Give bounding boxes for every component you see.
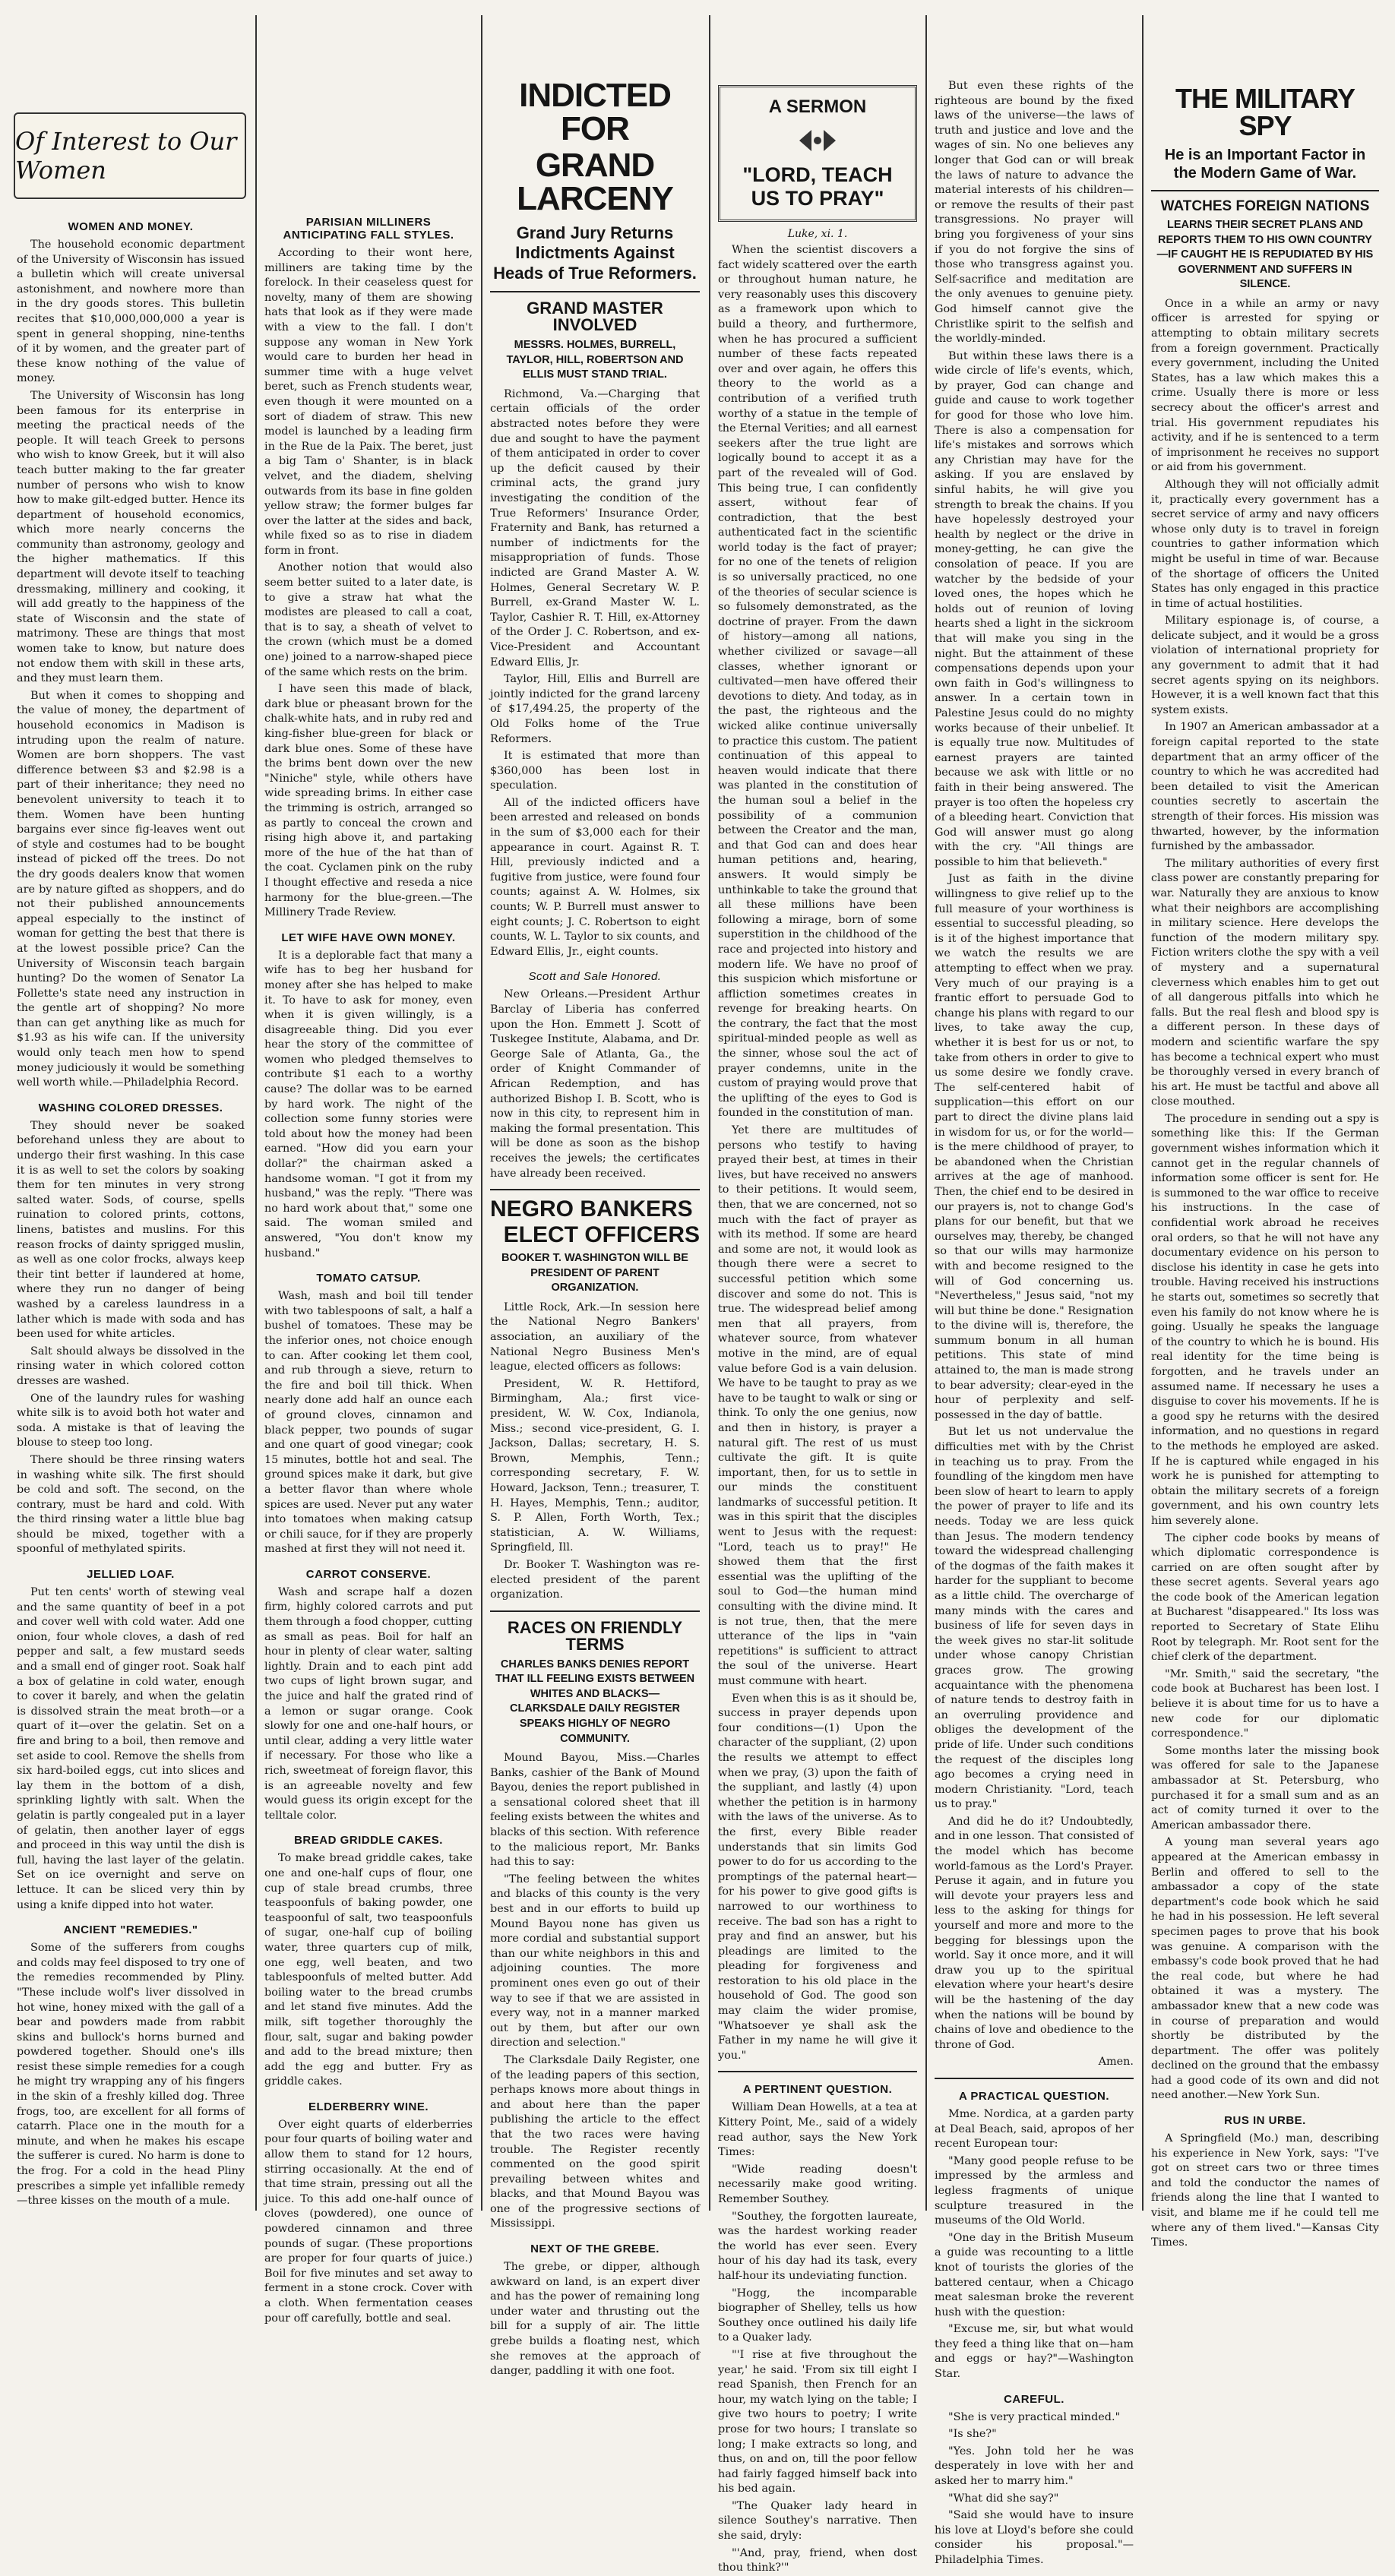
column-rule xyxy=(1142,15,1144,2211)
paragraph: The military authorities of every first class power are constantly preparing for war. Naturally they are anxious to know what their neighbors are accomplishing in military science. Here develops the function of the modern military spy. Fiction writers clothe the spy with a veil of mystery and a supernatural cleverness which enables him to get out of all dangerous pitfalls into which he falls. But the real flesh and blood spy is a different person. In these days of modern and scientific warfare the spy has become a technical expert who must be thoroughly versed in every branch of his art. He must be tactful and above all close mouthed. xyxy=(1151,857,1379,1108)
paragraph: Mme. Nordica, at a garden party at Deal Beach, said, apropos of her recent European tour: xyxy=(935,2107,1134,2151)
column-rule xyxy=(709,15,710,2211)
paragraph: Salt should always be dissolved in the rinsing water in which colored cotton dresses are washed. xyxy=(17,1345,245,1387)
paragraph: The cipher code books by means of which diplomatic correspondence is carried on are often sought after by these secret agents. Several years ago the code book of the American legation at Bucharest "disappeared." Its loss was reported to Secretary of State Elihu Root by telegraph. Mr. Root sent for the chief clerk of the department. xyxy=(1151,1531,1379,1664)
paragraph: Even when this is as it should be, success in prayer depends upon four conditions—(1) Upon the character of the suppliant, (2) upon the results we attempt to effect when we pray, (3) upon the faith of the suppliant, and lastly (4) upon whether the petition is in harmony with the laws of the universe. As to the first, every Bible reader understands that sin limits God power to do for us according to the promptings of the paternal heart—for his power to give good gifts is narrowed to our worthiness to receive. The bad son has a right to pray and find an answer, but his pleadings are limited to the pleading for forgiveness and restoration to his old place in the household of God. The good son may claim the wider promise, "Whatsoever ye shall ask the Father in my name he will give it you." xyxy=(718,1692,917,2062)
paragraph: And did he do it? Undoubtedly, and in one lesson. That consisted of the model which has become world-famous as the Lord's Prayer. Peruse it again, and in future you will devote your prayers less and less to the asking for things for yourself and more and more to the begging for blessings upon the world. Say it once more, and it will draw you up to the spiritual elevation where your heart's desire will be the hastening of the day when the nations will be bound by chains of love and obedience to the throne of God. xyxy=(935,1815,1134,2051)
column-2 xyxy=(264,213,473,2325)
headline: GRAND LARCENY xyxy=(517,147,673,217)
paragraph: "She is very practical minded." xyxy=(948,2410,1121,2423)
article-heading: Scott and Sale Honored. xyxy=(528,970,662,984)
deck: BOOKER T. WASHINGTON WILL BE PRESIDENT OF PARENT ORGANIZATION. xyxy=(501,1252,688,1294)
paragraph: Once in a while an army or navy officer is arrested for spying or attempting to obtain military secrets from a foreign government. Practically every government, including the United States, has a law which makes this a crime. Usually there is more or less secrecy about the officer's arrest and trial. His government repudiates his activity, and if he is sentenced to a term of imprisonment he receives no support or aid from his government. xyxy=(1151,297,1379,474)
article-heading: A PRACTICAL QUESTION. xyxy=(958,2089,1109,2103)
divider xyxy=(490,1189,700,1190)
sermon-title: "LORD, TEACH xyxy=(742,163,893,186)
paragraph: William Dean Howells, at a tea at Kittery Point, Me., said of a widely read author, says the New York Times: xyxy=(718,2101,917,2159)
paragraph: When the scientist discovers a fact widely scattered over the earth or throughout human nature, he very reasonably uses this discovery as a framework upon which to build a theory, and furthermore, when he has procured a sufficient number of these facts repeated over and over again, he offers this theory to the world as a contribution of a verified truth worthy of a statue in the temple of the Eternal Verities; and all earnest seekers after the true light are logically bound to accept it as a part of the revealed will of God. This being true, I can confidently assert, without fear of contradiction, that the best authenticated fact in the scientific world today is the fact of prayer; for no one of the tenets of religion is so universally practiced, no one of the theories of secular science is so fulsomely demonstrated, as the doctrine of prayer. From the dawn of history—among all nations, whether civilized or savage—all classes, whether ignorant or cultivated—men have offered their devotions to diety. And today, as in the past, the righteous and the wicked alike continue universally to practice this custom. The patient continuation of this appeal to heaven would indicate that there was planted in the constitution of the human soul a belief in the possibility of a communion between the Creator and the man, and that God can and does hear human petitions and, hearing, answers. It would simply be unthinkable to take the ground that all these millions have been following a mirage, born of some superstition in the childhood of the race and projected into history and modern life. We have no proof of this suspicion which misfortune or affliction sometimes creates in revenge for breaking hearts. On the contrary, the fact that the most spiritual-minded people as well as the sinner, whose soul the act of prayer condemns, unite in the custom of praying would prove that the uplifting of the eyes to God is founded in the constitution of man. xyxy=(718,244,917,1120)
paragraph: The Clarksdale Daily Register, one of the leading papers of this section, perhaps knows more about things in and about here than the paper publishing the article to the effect that the two races were having trouble. The Register recently commented on the good spirit prevailing between whites and blacks, and that Mound Bayou was one of the progressive sections of Mississippi. xyxy=(490,2053,700,2230)
scripture-reference: Luke, xi. 1. xyxy=(787,228,848,240)
paragraph: Dr. Booker T. Washington was re-elected president of the parent organization. xyxy=(490,1558,700,1601)
deck: LEARNS THEIR SECRET PLANS AND REPORTS THEM TO HIS OWN COUNTRY—IF CAUGHT HE IS REPUDIATED BY HIS GOVERNMENT AND SUFFERS IN SILENCE. xyxy=(1156,219,1374,291)
paragraph: Over eight quarts of elderberries pour four quarts of boiling water and allow them to stand for 12 hours, stirring occasionally. At the end of that time strain, pressing out all the juice. To this add one-half ounce of cloves (powdered), one ounce of powdered cinnamon and three pounds of sugar. (These proportions are proper for four quarts of juice.) Boil for five minutes and set away to ferment in a stone crock. Cover with a cloth. When fermentation ceases pour off carefully, bottle and seal. xyxy=(264,2118,473,2325)
sermon-signoff: Amen. xyxy=(1098,2056,1134,2069)
section-banner xyxy=(14,112,246,199)
article-heading: LET WIFE HAVE OWN MONEY. xyxy=(281,931,456,944)
subhead: GRAND MASTER INVOLVED xyxy=(527,299,663,335)
article-heading: A PERTINENT QUESTION. xyxy=(742,2083,893,2097)
divider xyxy=(490,1610,700,1612)
paragraph: Put ten cents' worth of stewing veal and the same quantity of beef in a pot and cover well with cold water. Add one onion, four whole cloves, a dash of red pepper and salt, a few mustard seeds and a small end of ginger root. Soak half a box of gelatine in cold water, enough to cover it barely, and when the gelatin is dissolved strain the meat broth—or a quart of it—over the gelatin. Set on a fire and bring to a boil, then remove and set aside to cool. Remove the shells from six hard-boiled eggs, cut into slices and lay them in the bottom of a dish, sprinkling lightly with salt. When the gelatin is partly congealed put in a layer of gelatin, then another layer of eggs and proceed in this way until the dish is full, having the last layer of the gelatin. Set on ice overnight and serve on lettuce. It can be sliced very thin by using a knife dipped into hot water. xyxy=(17,1586,245,1911)
paragraph: All of the indicted officers have been arrested and released on bonds in the sum of $3,000 each for their appearance in court. Against R. T. Hill, previously indicted and a fugitive from justice, were found four counts; against A. W. Holmes, six counts; W. P. Burrell must answer to eight counts; J. C. Robertson to eight counts, W. L. Taylor to six counts, and Edward Ellis, Jr., eight counts. xyxy=(490,796,700,958)
article-heading: BREAD GRIDDLE CAKES. xyxy=(294,1834,443,1847)
paragraph: "The feeling between the whites and blacks of this county is the very best and in our efforts to build up Mound Bayou none has given us more cordial and substantial support than our white neighbors in this and adjoining counties. The more prominent ones even go out of their way to see if that we are assisted in every way, not in a manner marked out by them, but after our own direction and selection." xyxy=(490,1873,700,2050)
subhead: RACES ON FRIENDLY TERMS xyxy=(507,1617,683,1654)
paragraph: The household economic department of the University of Wisconsin has issued a bulletin which will create universal astonishment, and nowhere more than in the dry goods stores. This bulletin recites that $10,000,000,000 a year is spent in general shopping, nine-tenths of it by women, and the greater part of these know nothing of the value of money. xyxy=(17,239,245,385)
column-1 xyxy=(17,210,245,2208)
headline: NEGRO BANKERS xyxy=(490,1196,693,1222)
headline: ELECT OFFICERS xyxy=(503,1222,700,1248)
article-heading: ANCIENT "REMEDIES." xyxy=(63,1923,198,1937)
deck: MESSRS. HOLMES, BURRELL, TAYLOR, HILL, ROBERTSON AND ELLIS MUST STAND TRIAL. xyxy=(506,339,684,381)
article-heading: CAREFUL. xyxy=(1004,2392,1064,2406)
paragraph: "Hogg, the incomparable biographer of Shelley, tells us how Southey once outlined his daily life to a Quaker lady. xyxy=(718,2287,917,2344)
article-heading: WOMEN AND MONEY. xyxy=(68,220,194,233)
banner-title: Of Interest to Our Women xyxy=(15,127,237,185)
paragraph: I have seen this made of black, dark blue or pheasant brown for the chalk-white hats, and in ruby red and king-fisher blue-green for black or dark blue ones. Some of these have the brims bent down over the new "Niniche" style, while others have wide spreading brims. In either case the trimming is ostrich, arranged so as partly to conceal the crown and rising high above it, and partaking more of the hue of the hat than of the coat. Cyclamen pink on the ruby I thought effective and reseda a nice harmony for the blue-green.—The Millinery Trade Review. xyxy=(264,683,473,919)
paragraph: Wash, mash and boil till tender with two tablespoons of salt, a half a bushel of tomatoes. These may be the inferior ones, not choice enough to can. After cooking let them cool, and rub through a sieve, return to the fire and boil till thick. When nearly done add half an ounce each of ground cloves, cinnamon and black pepper, two pounds of sugar and one quart of good vinegar; cook 15 minutes, bottle hot and seal. The ground spices make it dark, but give a better flavor than where whole spices are used. Never put any water into tomatoes when making catsup or chili sauce, for if they are properly mashed at first they will not need it. xyxy=(264,1290,473,1556)
divider xyxy=(935,2078,1134,2079)
paragraph: Another notion that would also seem better suited to a later date, is to give a straw hat what the modistes are pleased to call a coat, that is to say, a sheath of velvet to the crown (which must be a domed one) joined to a narrow-shaped piece of the same which rests on the brim. xyxy=(264,561,473,678)
paragraph: "Southey, the forgotten laureate, was the hardest working reader the world has ever seen. Every hour of his day had its task, every half-hour its undeviating function. xyxy=(718,2210,917,2282)
paragraph: A young man several years ago appeared at the American embassy in Berlin and offered to sell to the ambassador a copy of the state department's code book which he said he had in his possession. He left several specimen pages to prove that his book was genuine. A comparison with the embassy's code book proved that he had the real code, but where he had obtained it was a mystery. The ambassador knew that a new code was in course of preparation and would shortly be distributed by the department. The offer was politely declined on the ground that the embassy had a good code of its own and did not need another.—New York Sun. xyxy=(1151,1836,1379,2102)
paragraph: Yet there are multitudes of persons who testify to having prayed their best, at times in their lives, but have received no answers to their petitions. It would seem, then, that we are concerned, not so much with the fact of prayer as with its method. If some are heard and some are not, it would look as though there were a secret to successful petition which some discover and some do not. This is true. The widespread belief among men that all prayers, from whatever source, from whatever motive in the mind, are of equal value before God is a vain delusion. We have to be taught to pray as we have to be taught to walk or sing or think. To only the one genius, now and then in history, is prayer a natural gift. The rest of us must cultivate the gift. It is quite important, then, for us to settle in our minds the constituent landmarks of successful petition. It was in this spirit that the disciples went to Jesus with the request: "Lord, teach us to pray!" He showed them that the first essential was the uplifting of the soul to God—the human mind consulting with the divine mind. It is not true, then, that the mere utterance of the lips in "vain repetitions" is sufficient to attract the soul of the universe. Heart must commune with heart. xyxy=(718,1124,917,1687)
paragraph: President, W. R. Hettiford, Birmingham, Ala.; first vice-president, W. W. Cox, Indianola, Miss.; second vice-president, G. I. Jackson, Dallas; secretary, H. S. Brown, Memphis, Tenn.; corresponding secretary, F. W. Howard, Jackson, Tenn.; treasurer, T. H. Hayes, Memphis, Tenn.; auditor, S. P. Allen, Forth Worth, Tex.; statistician, A. W. Williams, Springfield, Ill. xyxy=(490,1377,700,1554)
divider xyxy=(1151,190,1379,191)
column-4 xyxy=(718,85,917,2574)
paragraph: Richmond, Va.—Charging that certain officials of the order abstracted notes before they were due and sought to have the payment of them anticipated in order to cover up the deficit caused by their criminal acts, the grand jury investigating the condition of the True Reformers' Insurance Order, Fraternity and Bank, has returned a number of indictments for the misappropriation of funds. Those indicted are Grand Master A. W. Holmes, General Secretary W. P. Burrell, ex-Grand Master W. L. Taylor, Cashier R. T. Hill, ex-Attorney of the Order J. C. Robertson, and ex-Vice-President and Accountant Edward Ellis, Jr. xyxy=(490,387,700,668)
column-6 xyxy=(1151,82,1379,2249)
article-heading: NEXT OF THE GREBE. xyxy=(530,2243,660,2256)
paragraph: New Orleans.—President Arthur Barclay of Liberia has conferred upon the Hon. Emmett J. Scott of Tuskegee Institute, Alabama, and Dr. George Sale of Atlanta, Ga., the order of Knight Commander of African Redemption, and has authorized Bishop I. B. Scott, who is now in this city, to represent him in making the formal presentation. This will be done as soon as the bishop receives the jewels; the certificates have already been received. xyxy=(490,988,700,1180)
deck: Grand Jury Returns Indictments Against Heads of True Reformers. xyxy=(493,223,697,283)
paragraph: In 1907 an American ambassador at a foreign capital reported to the state department that an army officer of the country to which he was accredited had been detailed to visit the American counties secretly to ascertain the strength of their forces. His mission was thwarted, however, by the information furnished by the ambassador. xyxy=(1151,721,1379,853)
deck: CHARLES BANKS DENIES REPORT THAT ILL FEELING EXISTS BETWEEN WHITES AND BLACKS—CLARKSDALE DAILY REGISTER SPEAKS HIGHLY OF NEGRO COMMUNITY. xyxy=(495,1658,695,1745)
divider xyxy=(718,2071,917,2072)
column-rule xyxy=(925,15,927,2211)
paragraph: One of the laundry rules for washing white silk is to avoid both hot water and soda. A mistake is that of leaving the blouse to steep too long. xyxy=(17,1392,245,1449)
deck: He is an Important Factor in the Modern Game of War. xyxy=(1164,147,1366,182)
paragraph: "'I rise at five throughout the year,' he said. 'From six till eight I read Spanish, then French for an hour, my watch lying on the table; I give two hours to poetry; I write prose for two hours; I translate so long; I make extracts so long, and thus, on and on, till the poor fellow had fairly fagged himself back into his bed again. xyxy=(718,2348,917,2495)
paragraph: "Said she would have to insure his love at Lloyd's before she could consider his proposal."—Philadelphia Times. xyxy=(935,2509,1134,2566)
paragraph: "Excuse me, sir, but what would they feed a thing like that on—ham and eggs or hay?"—Washington Star. xyxy=(935,2323,1134,2381)
paragraph: "Yes. John told her he was desperately in love with her and asked her to marry him." xyxy=(935,2445,1134,2488)
paragraph: "Mr. Smith," said the secretary, "the code book at Bucharest has been lost. I believe it is about time for us to have a new code for our diplomatic correspondence." xyxy=(1151,1667,1379,1740)
paragraph: To make bread griddle cakes, take one and one-half cups of flour, one cup of stale bread crumbs, three teaspoonfuls of baking powder, one teaspoonful of salt, two teaspoonfuls of sugar, one-half cup of boiling water, three quarters cup of milk, one egg, well beaten, and two tablespoonfuls of melted butter. Add boiling water to the bread crumbs and let stand five minutes. Add the milk, sift together thoroughly the flour, salt, sugar and baking powder and add to the bread mixture; then add the egg and butter. Fry as griddle cakes. xyxy=(264,1852,473,2088)
article-heading: PARISIAN MILLINERS ANTICIPATING FALL STYLES. xyxy=(283,216,454,242)
paragraph: A Springfield (Mo.) man, describing his experience in New York, says: "I've got on street cars two or three times and told the conductor the names of friends along the line that I wanted to visit, and blame me if he could tell me where any of them lived."—Kansas City Times. xyxy=(1151,2132,1379,2249)
paragraph: Little Rock, Ark.—In session here the National Negro Bankers' association, an auxiliary of the National Negro Business Men's league, elected officers as follows: xyxy=(490,1301,700,1373)
article-heading: ELDERBERRY WINE. xyxy=(308,2100,429,2113)
paragraph: Taylor, Hill, Ellis and Burrell are jointly indicted for the grand larceny of $17,494.25, the property of the Old Folks home of the True Reformers. xyxy=(490,673,700,745)
paragraph: "Is she?" xyxy=(948,2428,997,2441)
paragraph: Some months later the missing book was offered for sale to the Japanese ambassador at St. Petersburg, who purchased it for a small sum and as an act of comity turned it over to the American ambassador there. xyxy=(1151,1744,1379,1832)
divider xyxy=(490,291,700,292)
paragraph: They should never be soaked beforehand unless they are about to undergo their first washing. In this case it is as well to set the colors by soaking them for ten minutes in very strong salted water. Sods, of course, spells ruination to colored prints, cottons, linens, batistes and muslins. For this reason frocks of dainty sprigged muslin, as well as one color frocks, always keep their tint better if laundered at home, where they run no danger of being washed by a careless laundress in a lather which is made with soda and has been used for white articles. xyxy=(17,1119,245,1341)
article-heading: RUS IN URBE. xyxy=(1224,2114,1306,2128)
paragraph: "'And, pray, friend, when dost thou think?'" xyxy=(718,2546,917,2574)
sermon-title-box xyxy=(718,85,917,222)
paragraph: According to their wont here, milliners are taking time by the forelock. In their ceaseless quest for novelty, many of them are showing hats that look as if they were made with a view to the fall. I don't suppose any woman in New York would care to burden her head in summer time with a huge velvet beret, such as French students wear, even though it were mounted on a sort of diadem of straw. This new model is launched by a leading firm in the Rue de la Paix. The beret, just a big Tam o' Shanter, is in black velvet, and the diadem, shelving outwards from its base in fine golden yellow straw; the former bulges far over the latter at the sides and back, while fixed so as to rise in diadem form in front. xyxy=(264,247,473,557)
paragraph: Military espionage is, of course, a delicate subject, and it would be a gross violation of international propriety for any government to admit that it had secret agents spying on its neighbors. However, it is a well known fact that this system exists. xyxy=(1151,615,1379,716)
kicker: A SERMON xyxy=(768,96,867,117)
ornament xyxy=(725,119,910,162)
paragraph: "Many good people refuse to be impressed by the armless and legless fragments of unique sculpture treasured in the museums of the Old World. xyxy=(935,2154,1134,2227)
article-heading: TOMATO CATSUP. xyxy=(316,1272,421,1285)
column-3 xyxy=(490,76,700,2378)
paragraph: There should be three rinsing waters in washing white silk. The first should be cold and soft. The second, on the contrary, must be hard and cold. With the third rinsing water a little blue bag should be mixed, together with a spoonful of methylated spirits. xyxy=(17,1453,245,1556)
paragraph: Just as faith in the divine willingness to give relief up to the full measure of your worthiness is essential to successful pleading, so is it of the highest importance that we watch the results we are attempting to effect when we pray. Very much of our praying is a frantic effort to persuade God to change his plans with regard to our lives, to take away the cup, whether it is best for us or not, to take from others in order to give to us some desire we fondly crave. The self-centered habit of supplication—this effort on our part to direct the divine plans laid in wisdom for us, or for the world—is the mere childhood of prayer, to be abandoned when the Christian arrives at the age of manhood. Then, the chief end to be desired in our prayers is, not to change God's plans for our benefit, but that we ourselves may, thereby, be changed so that our wills may harmonize with and become resigned to the will of God concerning us. "Nevertheless," Jesus said, "not my will but thine be done." Resignation to the divine will is, therefore, the summum bonum in all human petitions. This state of mind attained to, the man is made strong to bear adversity; clear-eyed in the hour of perplexity and self-possessed in the day of battle. xyxy=(935,873,1134,1421)
paragraph: Although they will not officially admit it, practically every government has a secret service of army and navy officers whose only duty is to travel in foreign countries to gather information which might be useful in time of war. Because of the shortage of officers the United States has only engaged in this practice in time of actual hostilities. xyxy=(1151,478,1379,610)
column-rule xyxy=(255,15,257,2211)
subhead: WATCHES FOREIGN NATIONS xyxy=(1160,198,1370,214)
paragraph: But when it comes to shopping and the value of money, the department of household economics in Madison is intruding upon the realm of nature. Women are born shoppers. The vast difference between $3 and $2.98 is a part of their inheritance; they need no benevolent university to teach it to them. Women have been hunting bargains ever since fig-leaves went out of style and costumes had to be bought instead of picked off the trees. Do not the dry goods dealers know that women are by nature gifted as shoppers, and do not their published announcements appeal especially to the instinct of woman for getting the best that there is at the lowest possible price? Can the University of Wisconsin teach bargain hunting? Do the women of Senator La Follette's state need any instruction in the gentle art of shopping? No more than can get anything like as much for $1.93 as his wife can. If the university would only teach men how to spend money judiciously it would be something well worth while.—Philadelphia Record. xyxy=(17,689,245,1089)
article-heading: JELLIED LOAF. xyxy=(87,1568,175,1582)
paragraph: It is a deplorable fact that many a wife has to beg her husband for money after she has helped to make it. To have to ask for money, even when it is given willingly, is a disagreeable thing. Did you ever hear the story of the committee of women who pledged themselves to contribute $1 each to a worthy cause? The dollar was to be earned by hard work. The night of the collection some funny stories were told about how the money had been earned. "How did you earn your dollar?" the chairman asked a handsome woman. "I got it from my husband," was the reply. "There was no hard work about that," some one said. The woman smiled and answered, "You don't know my husband." xyxy=(264,949,473,1260)
paragraph: The University of Wisconsin has long been famous for its enterprise in meeting the practical needs of the people. It will teach Greek to persons who wish to know Greek, but it will also teach butter making to the far greater number of persons who wish to know how to make gilt-edged butter. Hence its department of household economics, which more nearly concerns the community than astronomy, geology and the higher mathematics. If this department will devote itself to teaching dressmaking, millinery and cooking, it will add greatly to the happiness of the state of Wisconsin and the state of matrimony. These are things that most women take to know, but nature does not endow them with skill in these arts, and they must learn them. xyxy=(17,389,245,685)
headline: INDICTED FOR xyxy=(519,77,671,147)
paragraph: Wash and scrape half a dozen firm, highly colored carrots and put them through a food chopper, cutting as small as peas. Boil for half an hour in plenty of clear water, salting lightly. Drain and to each pint add two cups of light brown sugar, and the juice and half the grated rind of a lemon or sugar orange. Cook slowly for one and one-half hours, or until clear, adding a very little water if necessary. For those who like a rich, sweetmeat of foreign flavor, this is an agreeable novelty and few would guess its origin except for the telltale color. xyxy=(264,1585,473,1822)
column-5 xyxy=(935,79,1134,2566)
article-heading: CARROT CONSERVE. xyxy=(305,1567,432,1581)
article-heading: WASHING COLORED DRESSES. xyxy=(38,1101,223,1114)
paragraph: "What did she say?" xyxy=(948,2492,1059,2505)
paragraph: The procedure in sending out a spy is something like this: If the German government wishes information which it cannot get in the regular channels of information some officer is sent for. He is summoned to the war office to receive his instructions. In the case of confidential work abroad he receives oral orders, so that he will not have any documentary evidence on his person to disclose his identity in case he gets into trouble. Having received his instructions he starts out, sometimes so secretly that even his family do not know where he is going. Usually he speaks the language of the country to which he is bound. His real identity for the time being is forgotten, and he travels under an assumed name. If necessary he uses a disguise to cover his movements. If he is a good spy he returns with the desired information, and no questions in regard to the methods he employed are asked. If he is captured while engaged in his work he is punished for attempting to obtain the military secrets of a foreign government, and his own country lets him severely alone. xyxy=(1151,1112,1379,1527)
paragraph: The grebe, or dipper, although awkward on land, is an expert diver and has the power of remaining long under water and thrusting out the bill for a supply of air. The little grebe builds a floating nest, which she removes at the approach of danger, paddling it with one foot. xyxy=(490,2261,700,2378)
paragraph: But within these laws there is a wide circle of life's events, which, by prayer, God can change and guide and cause to work together for good for those who love him. There is also a compensation for life's mistakes and sorrows which any Christian may have for the asking. If you are enslaved by sinful habits, he will give you strength to break the chains. If you have hopelessly destroyed your health by neglect or the drive in money-getting, he can give the consolation of peace. If you are watcher by the bedside of your loved ones, the hopes which he holds out of reunion of loving hearts shed a light in the sickroom that will make you sing in the night. But the attainment of these compensations depends upon your own faith in God's willingness to answer. In a certain town in Palestine Jesus could do no mighty works because of their unbelief. It is equally true now. Multitudes of earnest prayers are tainted because we ask with little or no faith in their being answered. The prayer is too often the hopeless cry of a bleeding heart. Conviction that God will answer must go along with the cry. "All things are possible to him that believeth." xyxy=(935,349,1134,868)
ornament-icon xyxy=(796,122,839,159)
paragraph: It is estimated that more than $360,000 has been lost in speculation. xyxy=(490,750,700,792)
paragraph: Mound Bayou, Miss.—Charles Banks, cashier of the Bank of Mound Bayou, denies the report published in a sensational colored sheet that ill feeling exists between the whites and blacks of this section. With reference to the malicious report, Mr. Banks had this to say: xyxy=(490,1752,700,1869)
column-rule xyxy=(481,15,482,2211)
paragraph: "One day in the British Museum a guide was recounting to a little knot of tourists the glories of the battered centaur, when a Chicago meat salesman broke the reverent hush with the question: xyxy=(935,2231,1134,2318)
paragraph: But even these rights of the righteous are bound by the fixed laws of the universe—the laws of truth and justice and love and the wages of sin. No one believes any longer that God can or will break the laws of nature to advance the material interests of his children—or remove the results of their past transgressions. No prayer will bring you forgiveness of your sins if you do not forgive the sins of those who transgress against you. Self-sacrifice and meditation are the only avenues to genuine piety. God himself cannot give the Christlike spirit to the selfish and the worldly-minded. xyxy=(935,80,1134,346)
paragraph: Some of the sufferers from coughs and colds may feel disposed to try one of the remedies recommended by Pliny. "These include wolf's liver dissolved in hot wine, honey mixed with the gall of a bear and powders made from rabbit skins and bullock's horns burned and powdered together. Should one's ills resist these simple remedies for a cough he might try wrapping any of his fingers in the skin of a freshly killed dog. Three frogs, too, are excellent for all forms of catarrh. Place one in the mouth for a minute, and when he makes his escape the sufferer is cured. No harm is done to the frog. For a cold in the head Pliny prescribes a simple yet infallible remedy—three kisses on the mouth of a mule. xyxy=(17,1942,245,2208)
sermon-title: US TO PRAY" xyxy=(751,187,884,210)
headline: THE MILITARY SPY xyxy=(1175,83,1355,141)
paragraph: "Wide reading doesn't necessarily make good writing. Remember Southey. xyxy=(718,2163,917,2205)
paragraph: But let us not undervalue the difficulties met with by the Christ in teaching us to pray. From the foundling of the kingdom men have been slow of heart to learn to apply the power of prayer to life and its needs. Today we are less quick than Jesus. The modern tendency toward the widespread challenging of the dogmas of the faith makes it harder for the suppliant to become as a little child. The overcharge of many minds with the cares and business of life for seven days in the week gives no star-lit solitude under whose canopy Christian graces grow. The growing acquaintance with the phenomena of nature tends to destroy faith in an overruling providence and obliges the development of the pride of life. Under such conditions the request of the disciples long ago becomes a crying need in modern Christianity. "Lord, teach us to pray." xyxy=(935,1426,1134,1811)
paragraph: "The Quaker lady heard in silence Southey's narrative. Then she said, dryly: xyxy=(718,2499,917,2543)
